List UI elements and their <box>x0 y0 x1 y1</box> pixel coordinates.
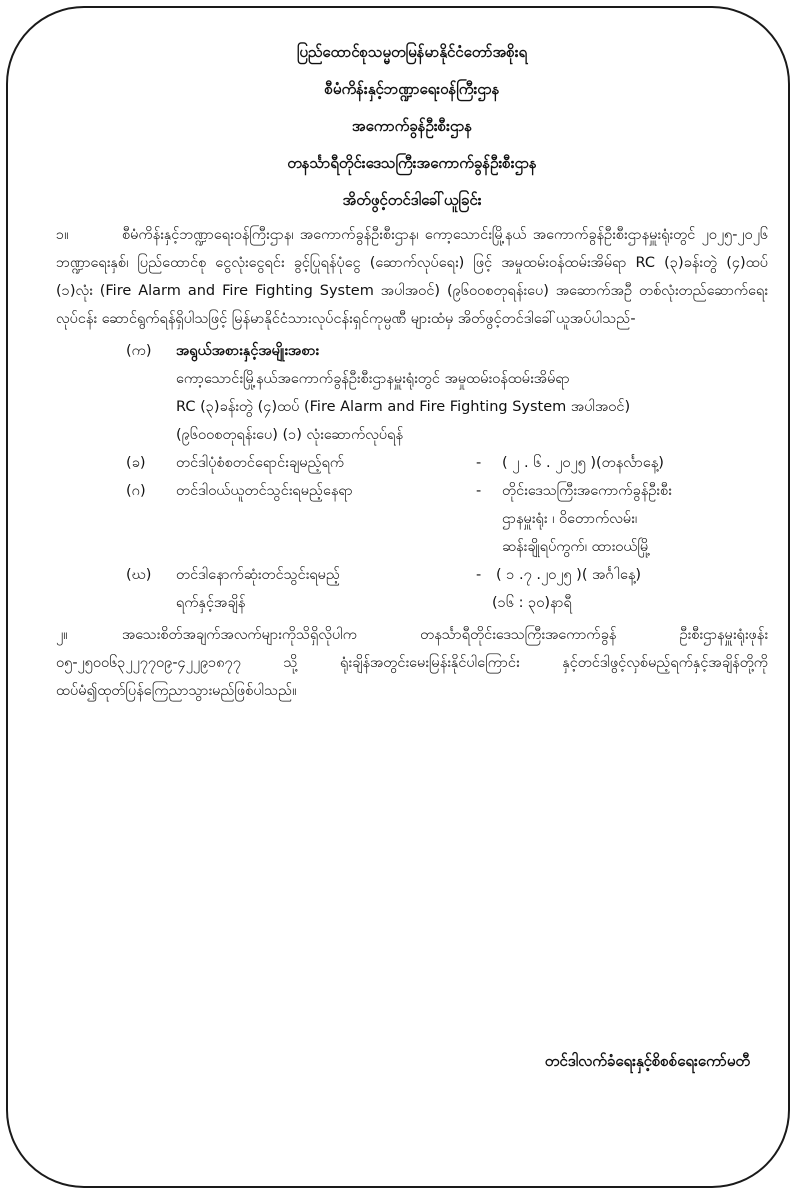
item-kha <box>56 449 768 477</box>
signature-committee: တင်ဒါလက်ခံရေးနှင့်စိစစ်ရေးကော်မတီ <box>544 1052 750 1070</box>
item-ka-marker: (က) <box>126 343 152 359</box>
item-kha-value: ( ၂ . ၆ . ၂၀၂၅ )(တနင်္လာနေ့) <box>502 455 664 471</box>
item-gha-marker: (ဃ) <box>126 567 152 583</box>
paragraph-2-text: အသေးစိတ်အချက်အလက်များကိုသိရှိလိုပါက တနင်္သာရီတိုင်းဒေသကြီးအကောက်ခွန် ဦးစီးဌာနမှူးရုံးဖုန်း ၀၅-၂၅၀၀၆၃၂၂၇၇၀၉-၄၂၂၉၁၈၇၇ သို့ ရုံးချိန်အတွင်းမေးမြန်းနိုင်ပါကြောင်း နှင့်တင်ဒါဖွင့်လှစ်မည့်ရက်နှင့်အချိန်တို့ကိုထပ်မံ၍ထုတ်ပြန်ကြေညာသွားမည်ဖြစ်ပါသည်။ <box>56 627 768 699</box>
item-ga-dash: - <box>476 483 482 499</box>
tender-notice <box>56 34 768 705</box>
item-ga <box>56 477 768 561</box>
item-gha-dash: - <box>476 567 482 583</box>
item-ga-value-line1: တိုင်းဒေသကြီးအကောက်ခွန်ဦးစီး <box>502 483 672 499</box>
item-ka-desc-line1: ကော့သောင်းမြို့နယ်အကောက်ခွန်ဦးစီးဌာနမှူးရုံးတွင် အမှုထမ်းဝန်ထမ်းအိမ်ရာ <box>176 371 570 387</box>
header-regional-office: တနင်္သာရီတိုင်းဒေသကြီးအကောက်ခွန်ဦးစီးဌာန <box>287 154 537 172</box>
item-ka-desc-line2: RC (၃)ခန်းတွဲ (၄)ထပ် (Fire Alarm and Fire Fighting System အပါအဝင်) <box>176 399 631 415</box>
item-ga-value-line2: ဌာနမှူးရုံး ၊ ဝိတောက်လမ်း၊ <box>502 511 638 527</box>
header-government: ပြည်ထောင်စုသမ္မတမြန်မာနိုင်ငံတော်အစိုးရ <box>296 43 528 61</box>
paragraph-2-number: ၂။ <box>56 627 68 643</box>
item-kha-dash: - <box>476 455 482 471</box>
item-ga-label: တင်ဒါဝယ်ယူတင်သွင်းရမည့်နေရာ <box>176 483 353 499</box>
item-ka-desc-line3: (၉၆၀၀စတုရန်းပေ) (၁) လုံးဆောက်လုပ်ရန် <box>176 427 404 443</box>
paragraph-1-number: ၁။ <box>56 227 69 243</box>
item-ga-marker: (ဂ) <box>126 483 146 499</box>
item-gha-label-line2: ရက်နှင့်အချိန် <box>176 595 246 611</box>
header-department: အကောက်ခွန်ဦးစီးဌာန <box>351 117 473 135</box>
header-notice-title: အိတ်ဖွင့်တင်ဒါခေါ်ယူခြင်း <box>342 191 482 209</box>
paragraph-1-text: စီမံကိန်းနှင့်ဘဏ္ဍာရေးဝန်ကြီးဌာန၊ အကောက်ခွန်ဦးစီးဌာန၊ ကော့သောင်းမြို့နယ် အကောက်ခွန်ဦးစီးဌာနမှူးရုံးတွင် ၂၀၂၅-၂၀၂၆ ဘဏ္ဍာရေးနှစ်၊ ပြည်ထောင်စု ငွေလုံးငွေရင်း ခွင့်ပြုရန်ပုံငွေ (ဆောက်လုပ်ရေး) ဖြင့် အမှုထမ်းဝန်ထမ်းအိမ်ရာ RC (၃)ခန်းတွဲ (၄)ထပ် (၁)လုံး (Fire Alarm and Fire Fighting System အပါအဝင်) (၉၆၀၀စတုရန်းပေ) အဆောက်အဦ တစ်လုံးတည်ဆောက်ရေးလုပ်ငန်း ဆောင်ရွက်ရန်ရှိပါသဖြင့် မြန်မာနိုင်ငံသားလုပ်ငန်းရှင်ကုမ္ပဏီ များထံမှ အိတ်ဖွင့်တင်ဒါခေါ်ယူအပ်ပါသည်- <box>56 227 768 327</box>
header-ministry: စီမံကိန်းနှင့်ဘဏ္ဍာရေးဝန်ကြီးဌာန <box>324 80 500 98</box>
item-kha-marker: (ခ) <box>126 455 146 471</box>
item-gha-value-line2: (၁၆ : ၃၀)နာရီ <box>492 595 572 611</box>
item-ka-title: အရွယ်အစားနှင့်အမျိုးအစား <box>176 343 320 359</box>
item-ga-value-line3: ဆန်းချိုရပ်ကွက်၊ ထားဝယ်မြို့ <box>502 539 651 555</box>
item-gha-value-line1: ( ၁ .၇ .၂၀၂၅ )( အင်္ဂါနေ့) <box>496 567 642 583</box>
item-gha <box>56 561 768 617</box>
item-gha-label-line1: တင်ဒါနောက်ဆုံးတင်သွင်းရမည့် <box>176 567 340 583</box>
item-ka <box>56 337 768 449</box>
item-kha-label: တင်ဒါပုံစံစတင်ရောင်းချမည့်ရက် <box>176 455 345 471</box>
paragraph-1 <box>56 221 768 333</box>
paragraph-2 <box>56 621 768 705</box>
